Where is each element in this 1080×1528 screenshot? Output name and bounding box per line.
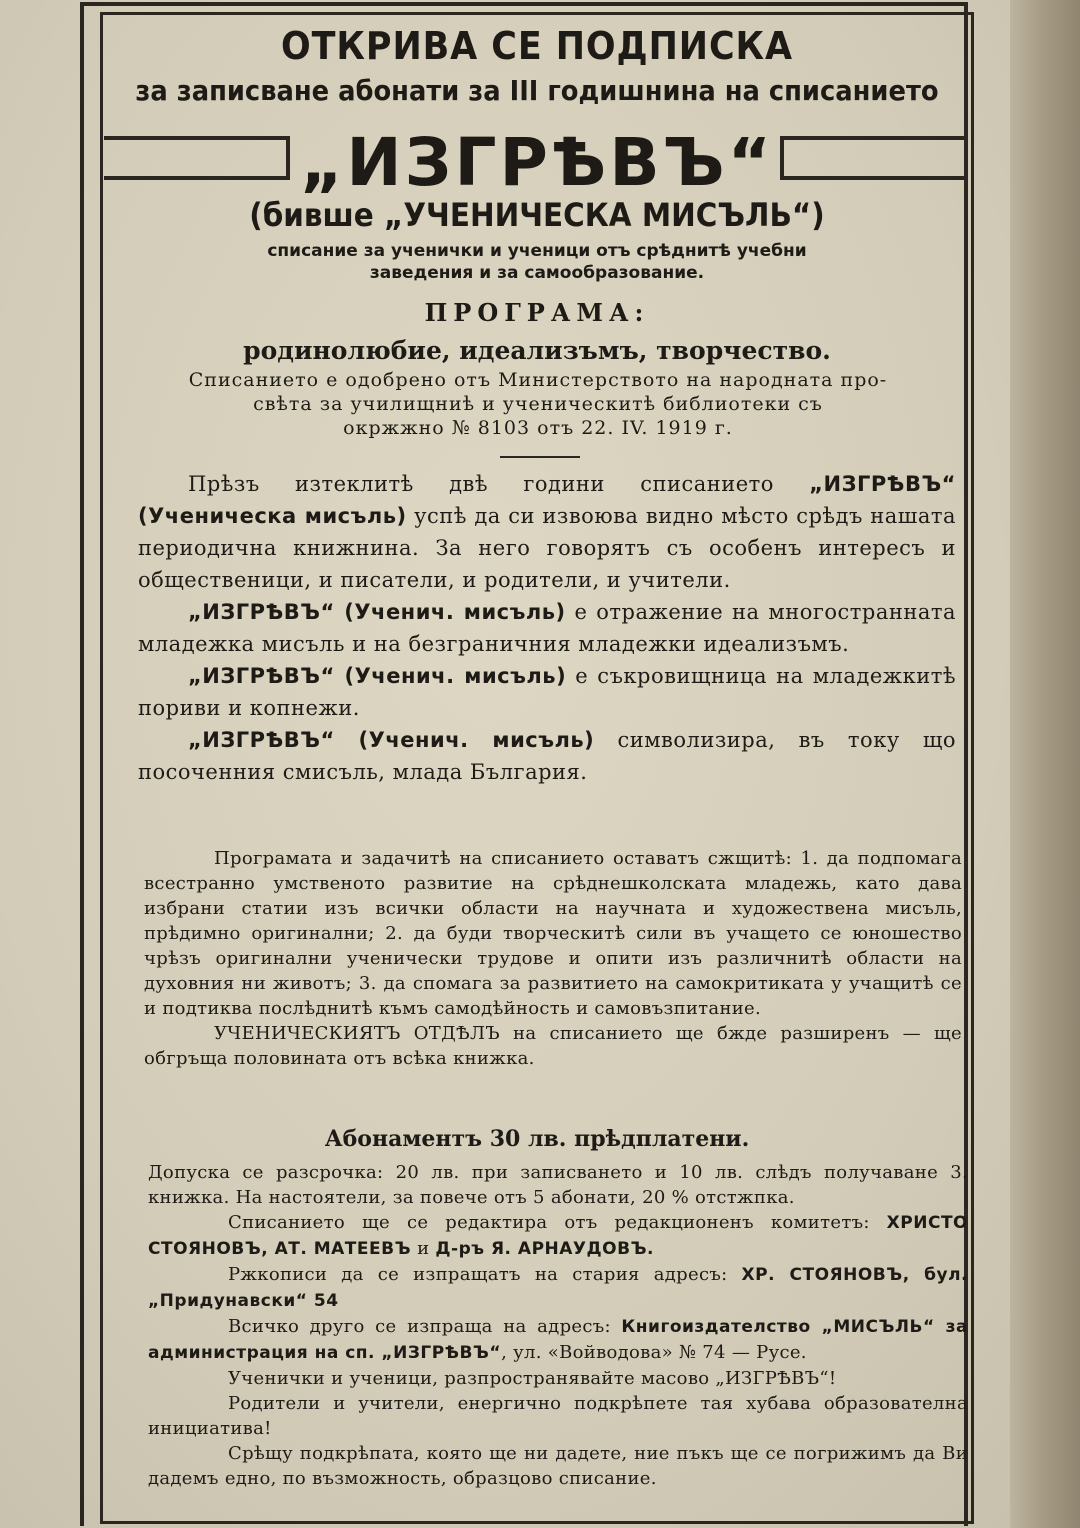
paragraph (138, 660, 956, 724)
text-run: , ул. «Войводова» № 74 — Русе. (501, 1342, 807, 1363)
body-text (138, 468, 956, 788)
editor-names: ХРИСТО СТОЯНОВЪ, АТ. МАТЕЕВЪ (148, 1213, 968, 1259)
approval-line: Списанието е одобрено отъ Министерството на народната про- (188, 369, 888, 391)
text-run: е съкровищница на младежкитѣ пориви и копнежи. (138, 664, 956, 720)
subscription-heading: Абонаментъ 30 лв. прѣдплатени. (324, 1126, 750, 1152)
text-run: успѣ да си извоюва видно мѣсто срѣдъ нашата периодична книжнина. За него говорятъ съ особенъ интересъ и общественици, и писатели, и родители, и учители. (138, 504, 956, 592)
page-gutter (1010, 0, 1080, 1528)
paragraph (138, 724, 956, 788)
magazine-title: „ИЗГРѢВЪ“ (299, 124, 775, 201)
paragraph (138, 596, 956, 660)
text-run: символизира, въ току що посоченния смисъль, млада България. (138, 728, 956, 784)
announcement-subheading: за записване абонати за III годишнина на списанието (135, 74, 939, 107)
approval-notice (128, 368, 948, 440)
paragraph: Срѣщу подкрѣпата, която ще ни дадете, ние пъкъ ще се погрижимъ да Ви дадемъ едно, по възможность, образцово списание. (148, 1443, 968, 1489)
bold-title: „ИЗГРѢВЪ“ (Ученич. мисъль) (188, 664, 567, 688)
text-run: Списанието ще се редактира отъ редакционенъ комитетъ: (228, 1212, 887, 1233)
text-run: Прѣзъ изтеклитѣ двѣ години списанието (188, 472, 810, 496)
text-run: Всичко друго се изпраща на адресъ: (228, 1316, 622, 1337)
subscription-text (148, 1160, 968, 1491)
address: Книгоиздателство „МИСЪЛЬ“ за администрация на сп. „ИЗГРѢВЪ“ (148, 1317, 968, 1363)
paragraph: УЧЕНИЧЕСКИЯТЪ ОТДѢЛЪ на списанието ще бжде разширенъ — ще обгръща половината отъ всѣка книжка. (144, 1023, 962, 1069)
program-motto: родинолюбие, идеализъмъ, творчество. (243, 336, 831, 365)
paragraph (148, 1262, 968, 1314)
text-run: е отражение на многостранната младежка мисъль и на безграничния младежки идеализъмъ. (138, 600, 956, 656)
paragraph: Допуска се разсрочка: 20 лв. при записването и 10 лв. слѣдъ получаване 3. книжка. На настоятели, за повече отъ 5 абонати, 20 % отстжпка. (148, 1162, 968, 1208)
paragraph (148, 1314, 968, 1366)
separator-line (500, 456, 580, 458)
bold-title: „ИЗГРѢВЪ“ (809, 472, 956, 496)
editor-names: Д-ръ Я. АРНАУДОВЪ. (435, 1239, 655, 1259)
paragraph: Програмата и задачитѣ на списанието оставатъ сжщитѣ: 1. да подпомага всестранно умственото развитие на срѣднешколската младежь, като дава избрани статии изъ всички области на научната и художествена мисъль, прѣдимно оригинални; 2. да буди творческитѣ сили въ учащето се юношество чрѣзъ оригинални ученически трудове и опити изъ различнитѣ области на духовния ни животъ; 3. да спомага за развитието на самокритиката у учащитѣ се и подтиква послѣднитѣ къмъ самодѣйность и самовъзпитание. (144, 848, 962, 1019)
text-run: Ржкописи да се изпращатъ на стария адресъ: (228, 1264, 742, 1285)
magazine-subtitle: списание за ученички и ученици отъ срѣднитѣ учебни заведения и за самообразование. (267, 241, 807, 283)
announcement-heading: ОТКРИВА СЕ ПОДПИСКА (280, 24, 794, 68)
former-title: (бивше „УЧЕНИЧЕСКА МИСЪЛЬ“) (249, 196, 825, 234)
paragraph (138, 468, 956, 596)
program-heading: ПРОГРАМА: (424, 298, 650, 327)
approval-line: свѣта за училищниѣ и ученическитѣ библиотеки съ (253, 393, 823, 415)
text-run: и (411, 1238, 436, 1259)
address: ХР. СТОЯНОВЪ, бул. „Придунавски“ 54 (148, 1265, 968, 1311)
bold-title: „ИЗГРѢВЪ“ (Ученич. мисъль) (188, 600, 566, 624)
paragraph: Родители и учители, енергично подкрѣпете тая хубава образователна инициатива! (148, 1393, 968, 1439)
paragraph (148, 1210, 968, 1262)
approval-line: окржжно № 8103 отъ 22. IV. 1919 г. (343, 417, 733, 439)
paragraph: Ученички и ученици, разпространявайте масово „ИЗГРѢВЪ“! (228, 1368, 837, 1389)
bold-title: „ИЗГРѢВЪ“ (Ученич. мисъль) (188, 728, 595, 752)
bold-title: (Ученическа мисъль) (138, 504, 407, 528)
program-text (144, 846, 962, 1071)
